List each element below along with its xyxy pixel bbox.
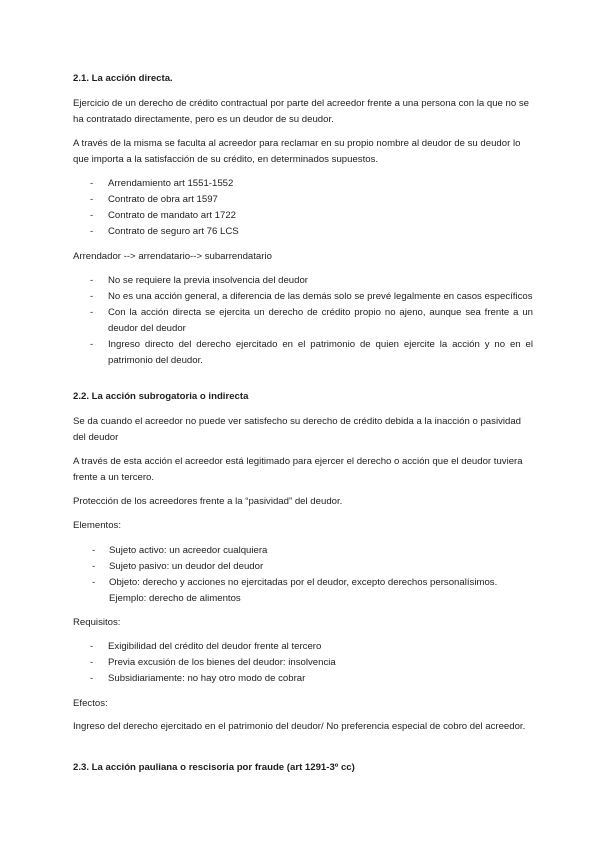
contracts-list (73, 176, 533, 240)
list-item: - No es una acción general, a diferencia de las demás solo se prevé legalmente en casos específicos (73, 289, 533, 305)
dash-bullet: - (90, 226, 94, 237)
dash-bullet: - (90, 307, 94, 318)
dash-bullet: - (92, 545, 96, 556)
list-item: - Arrendamiento art 1551-1552 (73, 176, 533, 192)
label-requisitos: Requisitos: (73, 617, 121, 628)
paragraph-subrogatoria-def: Se da cuando el acreedor no puede ver satisfecho su derecho de crédito debida a la inacción o pasividad del deudor (73, 416, 522, 443)
label-efectos: Efectos: (73, 698, 108, 709)
list-item: - Previa excusión de los bienes del deudor: insolvencia (73, 655, 533, 671)
requisitos-list (73, 639, 533, 687)
paragraph-faculty: A través de la misma se faculta al acreedor para reclamar en su propio nombre al deudor de su deudor lo que importa a la satisfacción de su crédito, en determinados supuestos. (73, 138, 521, 165)
features-list (73, 273, 533, 369)
list-item: - Contrato de seguro art 76 LCS (73, 224, 533, 240)
label-elementos: Elementos: (73, 520, 121, 531)
list-item: - Sujeto pasivo: un deudor del deudor (73, 559, 533, 575)
dash-bullet: - (92, 561, 96, 572)
paragraph-chain: Arrendador --> arrendatario--> subarrendatario (73, 251, 272, 262)
heading-2-1: 2.1. La acción directa. (73, 73, 173, 84)
paragraph-efectos: Ingreso del derecho ejercitado en el patrimonio del deudor/ No preferencia especial de cobro del acreedor. (73, 721, 526, 732)
dash-bullet: - (90, 275, 94, 286)
list-item: - Contrato de obra art 1597 (73, 192, 533, 208)
dash-bullet: - (90, 641, 94, 652)
list-item: - Sujeto activo: un acreedor cualquiera (73, 543, 533, 559)
heading-2-2: 2.2. La acción subrogatoria o indirecta (73, 391, 249, 402)
list-item: - Contrato de mandato art 1722 (73, 208, 533, 224)
dash-bullet: - (92, 577, 96, 588)
dash-bullet: - (90, 657, 94, 668)
paragraph-proteccion: Protección de los acreedores frente a la “pasividad” del deudor. (73, 496, 343, 507)
heading-2-3: 2.3. La acción pauliana o rescisoria por fraude (art 1291-3º cc) (73, 762, 355, 773)
list-item: - Con la acción directa se ejercita un derecho de crédito propio no ajeno, aunque sea frente a un deudor del deudor (90, 307, 533, 334)
list-item: - Objeto: derecho y acciones no ejercitadas por el deudor, excepto derechos personalísimos. Ejemplo: derecho de alimentos (92, 577, 498, 604)
dash-bullet: - (90, 291, 94, 302)
dash-bullet: - (90, 673, 94, 684)
paragraph-subrogatoria-legit: A través de esta acción el acreedor está legitimado para ejercer el derecho o acción que el deudor tuviera frente a un tercero. (73, 456, 523, 483)
elementos-list (73, 543, 533, 607)
list-item: - Ingreso directo del derecho ejercitado en el patrimonio de quien ejercite la acción y no en el patrimonio del deudor. (90, 339, 533, 366)
list-item: - No se requiere la previa insolvencia del deudor (73, 273, 533, 289)
paragraph-definition: Ejercicio de un derecho de crédito contractual por parte del acreedor frente a una persona con la que no se ha contratado directamente, pero es un deudor de su deudor. (73, 98, 529, 125)
dash-bullet: - (90, 339, 94, 350)
dash-bullet: - (90, 210, 94, 221)
dash-bullet: - (90, 194, 94, 205)
list-item: - Exigibilidad del crédito del deudor frente al tercero (73, 639, 533, 655)
dash-bullet: - (90, 178, 94, 189)
list-item: - Subsidiariamente: no hay otro modo de cobrar (73, 671, 533, 687)
